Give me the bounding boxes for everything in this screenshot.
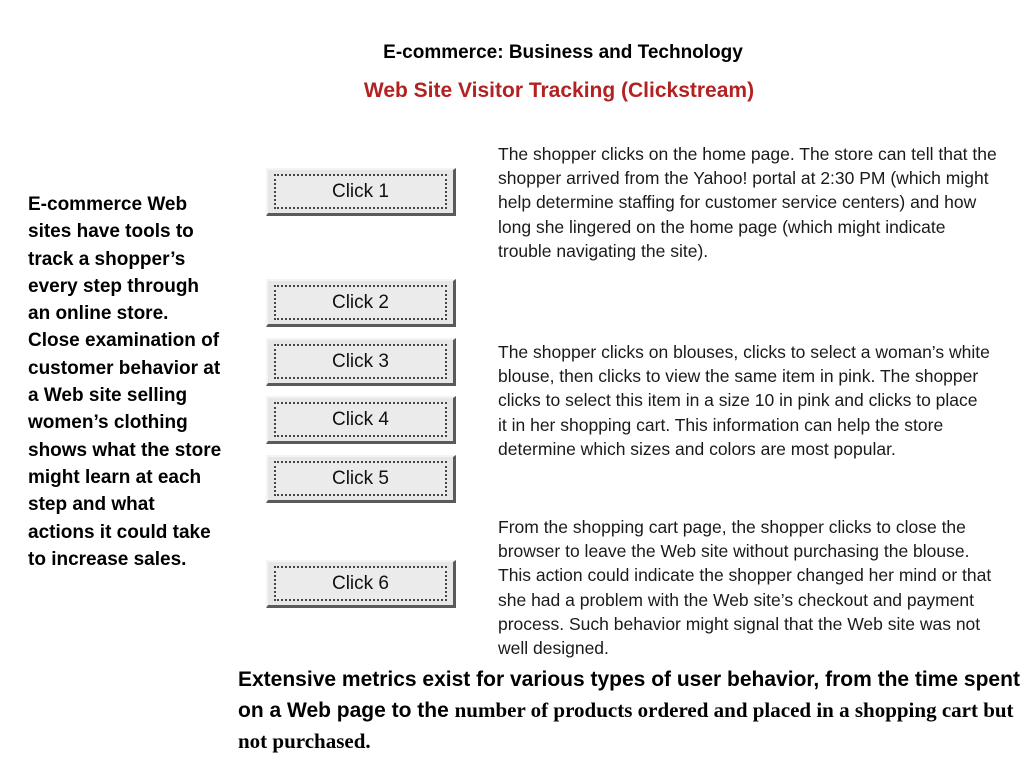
click-button-label: Click 6 — [274, 566, 447, 601]
description-line: The shopper clicks on blouses, clicks to select a woman’s white — [498, 342, 990, 362]
description-line: browser to leave the Web site without purchasing the blouse. — [498, 541, 970, 562]
click-5-button[interactable] — [266, 455, 456, 503]
clicks-2-5-description — [498, 340, 1024, 461]
description-line: process. Such behavior might signal that the Web site was not — [498, 613, 981, 634]
description-line: help determine staffing for customer service centers) and how — [498, 192, 977, 213]
description-line: long she lingered on the home page (which might indicate — [498, 216, 946, 237]
click-3-button[interactable] — [266, 338, 456, 386]
description-line: she had a problem with the Web site’s checkout and payment — [498, 589, 975, 610]
summary-paragraph — [238, 664, 1024, 757]
click-1-button[interactable] — [266, 168, 456, 216]
slide-title: E-commerce: Business and Technology — [383, 42, 743, 63]
click-2-button[interactable] — [266, 279, 456, 327]
click-button-label: Click 3 — [274, 344, 447, 379]
click-6-button[interactable] — [266, 560, 456, 608]
click-button-label: Click 4 — [274, 402, 447, 437]
click-6-description — [498, 515, 1024, 660]
description-line: blouse, then clicks to view the same item in pink. The shopper — [498, 366, 979, 387]
description-line: it in her shopping cart. This information can help the store — [498, 414, 944, 435]
description-line: determine which sizes and colors are most popular. — [498, 438, 896, 459]
description-line: well designed. — [498, 638, 609, 659]
summary-part-3: . — [365, 729, 371, 753]
intro-paragraph: E-commerce Web sites have tools to track a shopper’s every step through an online store. Close examination of customer behavior at a Web site selling women’s clothing shows what the store might learn at each step and what actions it could take to increase sales. — [28, 194, 222, 570]
description-line: From the shopping cart page, the shopper clicks to close the — [498, 517, 966, 537]
description-line: This action could indicate the shopper changed her mind or that — [498, 565, 992, 586]
summary-part-2: number of products ordered and placed in a shopping cart but not purchased — [238, 698, 1014, 753]
description-line: trouble navigating the site). — [498, 240, 709, 261]
description-line: shopper arrived from the Yahoo! portal at 2:30 PM (which might — [498, 168, 989, 189]
click-1-description — [498, 142, 1024, 263]
click-button-label: Click 1 — [274, 174, 447, 209]
slide-subtitle: Web Site Visitor Tracking (Clickstream) — [363, 79, 755, 102]
click-button-label: Click 2 — [274, 285, 447, 320]
click-4-button[interactable] — [266, 396, 456, 444]
description-line: The shopper clicks on the home page. The store can tell that the — [498, 144, 997, 164]
summary-part-1: Extensive metrics exist for various types of user behavior, from the time spent on a Web page to the — [238, 668, 1020, 722]
description-line: clicks to select this item in a size 10 in pink and clicks to place — [498, 390, 978, 411]
click-button-label: Click 5 — [274, 461, 447, 496]
